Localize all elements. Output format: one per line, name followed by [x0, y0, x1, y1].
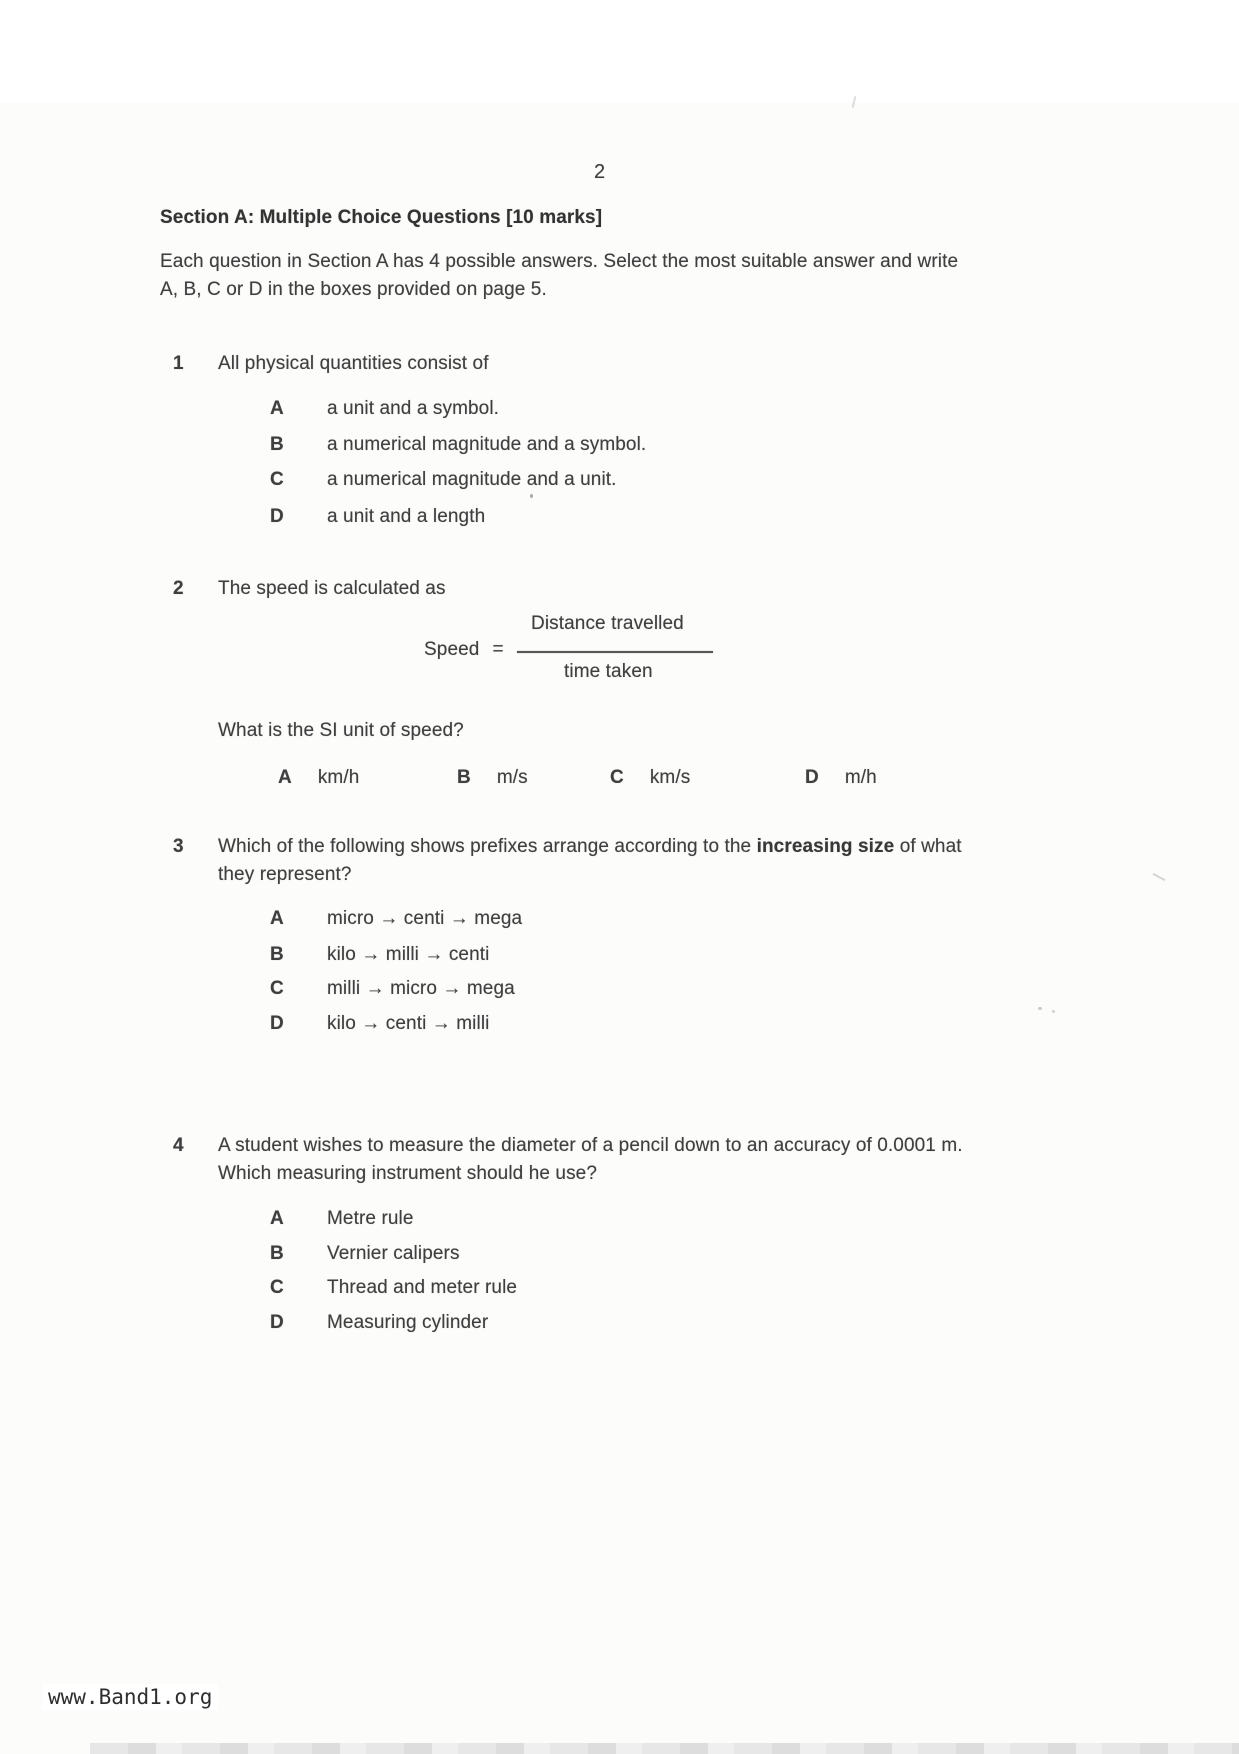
option-text: km/s — [649, 767, 691, 788]
formula-lhs — [424, 638, 504, 662]
question-number: 2 — [173, 578, 184, 599]
scan-speck — [1038, 1007, 1042, 1010]
answer-option — [270, 1012, 489, 1036]
answer-option — [270, 943, 489, 967]
answer-option — [270, 468, 617, 492]
option-text: a unit and a length — [327, 506, 486, 527]
option-letter: A — [270, 398, 284, 419]
question-text-part: Which of the following shows prefixes arrange according to the — [218, 836, 757, 857]
question-text: The speed is calculated as — [218, 578, 446, 599]
answer-option — [270, 1276, 517, 1300]
option-text: a unit and a symbol. — [327, 398, 500, 419]
option-letter: D — [270, 506, 284, 527]
option-text: Thread and meter rule — [327, 1277, 518, 1298]
option-text: Metre rule — [327, 1208, 414, 1229]
option-letter: D — [270, 1013, 284, 1034]
option-letter: C — [610, 767, 624, 788]
answer-option — [270, 397, 499, 421]
section-heading: Section A: Multiple Choice Questions [10 marks] — [160, 207, 603, 228]
option-letter: B — [270, 1243, 284, 1264]
option-letter: A — [278, 767, 292, 788]
answer-option — [610, 766, 690, 790]
option-text: m/h — [844, 767, 877, 788]
scan-speck — [1052, 1010, 1055, 1013]
question-text — [218, 835, 962, 859]
answer-option — [270, 505, 485, 529]
question-text: All physical quantities consist of — [218, 353, 489, 374]
answer-option — [270, 907, 522, 931]
question-text-part: of what — [894, 836, 962, 857]
option-text: a numerical magnitude and a unit. — [327, 469, 617, 490]
question-text: What is the SI unit of speed? — [218, 720, 464, 741]
option-letter: A — [270, 908, 284, 929]
answer-option — [270, 433, 646, 457]
option-letter: B — [270, 944, 284, 965]
option-letter: D — [805, 767, 819, 788]
question-number: 3 — [173, 836, 184, 857]
instructions-line: Each question in Section A has 4 possible answers. Select the most suitable answer and write — [160, 251, 959, 272]
option-letter: C — [270, 1277, 284, 1298]
answer-option — [270, 1207, 414, 1231]
formula-denominator: time taken — [564, 661, 653, 682]
option-letter: C — [270, 469, 284, 490]
answer-option — [805, 766, 877, 790]
answer-option — [270, 977, 515, 1001]
fraction-line — [517, 651, 713, 653]
answer-option — [270, 1311, 488, 1335]
option-text: m/s — [496, 767, 528, 788]
question-number: 1 — [173, 353, 184, 374]
option-text: milli → micro → mega — [327, 978, 515, 999]
option-text: Vernier calipers — [327, 1243, 460, 1264]
scan-paper-area — [0, 103, 1239, 1754]
question-text: Which measuring instrument should he use? — [218, 1163, 598, 1184]
formula-numerator: Distance travelled — [531, 613, 684, 634]
option-letter: C — [270, 978, 284, 999]
page-number: 2 — [594, 161, 606, 183]
option-letter: B — [457, 767, 471, 788]
option-text: micro → centi → mega — [327, 908, 523, 929]
question-text: A student wishes to measure the diameter of a pencil down to an accuracy of 0.0001 m. — [218, 1135, 963, 1156]
option-letter: B — [270, 434, 284, 455]
equals-sign: = — [492, 639, 504, 660]
formula-lhs-label: Speed — [424, 639, 480, 660]
scan-artifact-band — [90, 1743, 1239, 1754]
instructions-line: A, B, C or D in the boxes provided on page 5. — [160, 279, 547, 300]
question-text: they represent? — [218, 864, 352, 885]
scan-speck — [530, 494, 533, 498]
option-text: km/h — [317, 767, 360, 788]
answer-option — [278, 766, 359, 790]
option-text: a numerical magnitude and a symbol. — [327, 434, 647, 455]
question-text-bold: increasing size — [756, 836, 895, 857]
answer-option — [457, 766, 528, 790]
option-text: kilo → milli → centi — [327, 944, 490, 965]
option-text: Measuring cylinder — [327, 1312, 489, 1333]
watermark: www.Band1.org — [42, 1684, 218, 1710]
option-letter: D — [270, 1312, 284, 1333]
question-number: 4 — [173, 1135, 184, 1156]
option-letter: A — [270, 1208, 284, 1229]
answer-option — [270, 1242, 460, 1266]
option-text: kilo → centi → milli — [327, 1013, 490, 1034]
